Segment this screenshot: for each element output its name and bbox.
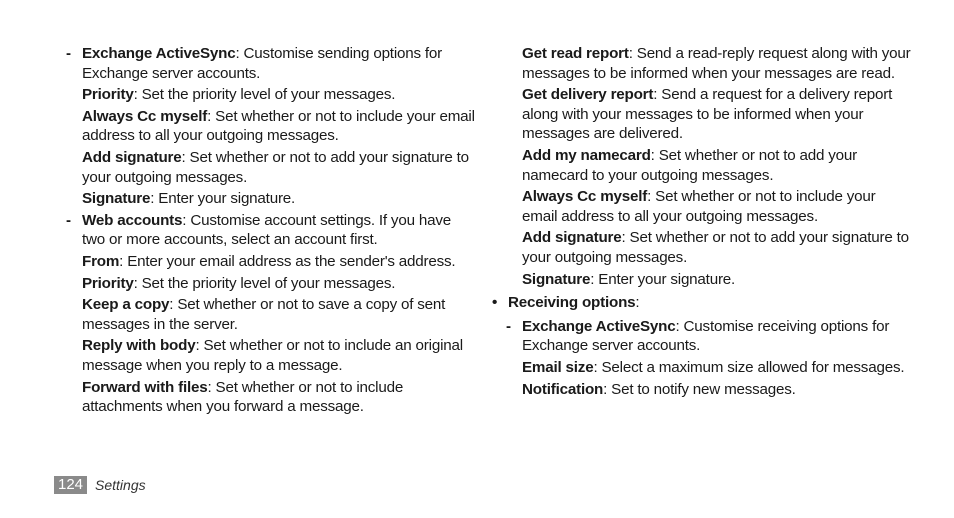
sub-item xyxy=(66,189,476,209)
sub-desc: : Enter your email address as the sender's address. xyxy=(119,252,456,270)
sub-item xyxy=(66,336,476,375)
sub-desc: : Set whether or not to include your email address to all your outgoing messages. xyxy=(522,188,876,225)
sub-item xyxy=(492,380,912,400)
sub-item xyxy=(66,85,476,105)
item-title: Exchange ActiveSync xyxy=(522,317,676,335)
item-desc: : Customise sending options for Exchange server accounts. xyxy=(82,45,443,82)
list-item xyxy=(492,317,912,356)
sub-desc: : Enter your signature. xyxy=(590,270,736,288)
item-desc: : Customise account settings. If you have two or more accounts, select an account first. xyxy=(82,211,451,249)
bullet-marker: • xyxy=(492,294,498,312)
sub-term: Signature xyxy=(522,270,591,288)
sub-term: Add my namecard xyxy=(522,146,651,164)
sub-desc: : Set to notify new messages. xyxy=(603,380,796,398)
sub-desc: : Set whether or not to add your signature to your outgoing messages. xyxy=(522,229,909,266)
sub-term: From xyxy=(82,252,120,270)
bullet-item xyxy=(492,293,912,313)
list-item xyxy=(66,211,476,250)
sub-item xyxy=(66,252,476,272)
dash-marker: - xyxy=(66,45,71,62)
sub-term: Keep a copy xyxy=(82,296,170,314)
sub-desc: : Enter your signature. xyxy=(150,190,296,208)
right-column xyxy=(492,44,912,401)
sub-desc: : Send a request for a delivery report along with your messages to be informed when your messages are delivered. xyxy=(522,86,893,143)
section-name: Settings xyxy=(95,477,146,493)
sub-term: Add signature xyxy=(522,229,622,247)
sub-desc: : Set whether or not to add your signature to your outgoing messages. xyxy=(82,148,469,186)
sub-item xyxy=(492,228,912,267)
sub-term: Priority xyxy=(82,86,134,104)
item-title: Exchange ActiveSync xyxy=(82,45,236,62)
sub-term: Notification xyxy=(522,380,604,398)
sub-item xyxy=(492,44,912,83)
sub-item xyxy=(66,295,476,334)
dash-marker: - xyxy=(506,317,511,335)
left-column xyxy=(66,44,476,419)
sub-term: Signature xyxy=(82,190,151,208)
sub-desc: : Set the priority level of your messages. xyxy=(133,274,396,292)
sub-desc: : Send a read-reply request along with your messages to be informed when your messages are read. xyxy=(522,45,911,82)
sub-term: Forward with files xyxy=(82,378,208,396)
sub-item xyxy=(492,358,912,378)
sub-term: Reply with body xyxy=(82,337,196,355)
item-desc: : Customise receiving options for Exchange server accounts. xyxy=(522,317,890,355)
item-title: Web accounts xyxy=(82,211,183,229)
sub-term: Always Cc myself xyxy=(522,188,648,206)
sub-desc: : Set the priority level of your messages. xyxy=(133,86,396,104)
sub-item xyxy=(66,148,476,187)
sub-item xyxy=(492,187,912,226)
sub-desc: : Select a maximum size allowed for messages. xyxy=(593,358,905,376)
sub-term: Get delivery report xyxy=(522,86,654,104)
sub-item xyxy=(66,378,476,417)
sub-desc: : Set whether or not to add your namecard to your outgoing messages. xyxy=(522,146,858,184)
list-item xyxy=(66,44,476,83)
sub-item xyxy=(492,146,912,185)
sub-desc: : Set whether or not to include your email address to all your outgoing messages. xyxy=(82,107,475,145)
sub-item xyxy=(492,270,912,290)
sub-term: Add signature xyxy=(82,148,182,166)
dash-marker: - xyxy=(66,211,71,229)
item-title: Receiving options xyxy=(508,294,636,312)
page-footer xyxy=(54,476,146,494)
sub-term: Always Cc myself xyxy=(82,107,208,125)
sub-desc: : Set whether or not to include an original message when you reply to a message. xyxy=(82,337,463,374)
page-number: 124 xyxy=(54,476,87,494)
sub-term: Email size xyxy=(522,358,594,376)
sub-item xyxy=(66,107,476,146)
item-desc: : xyxy=(635,294,640,312)
sub-desc: : Set whether or not to save a copy of sent messages in the server. xyxy=(82,296,446,333)
sub-item xyxy=(492,85,912,144)
sub-term: Priority xyxy=(82,274,134,292)
sub-term: Get read report xyxy=(522,45,629,62)
sub-item xyxy=(66,274,476,294)
sub-desc: : Set whether or not to include attachments when you forward a message. xyxy=(82,378,404,416)
